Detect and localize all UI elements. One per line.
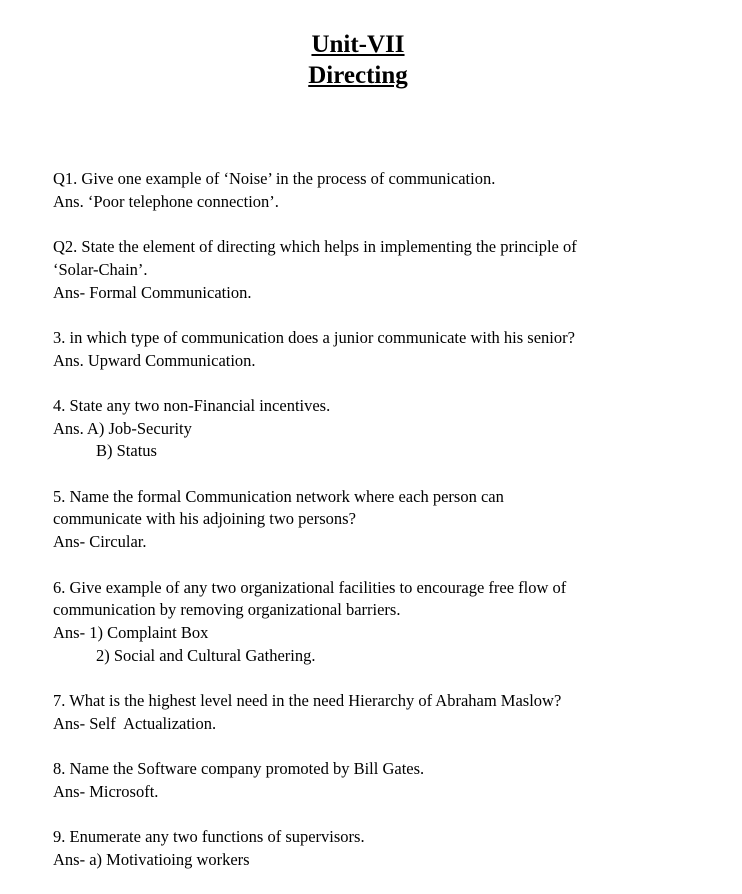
question-text: 3. in which type of communication does a junior communicate with his senior? — [53, 327, 575, 347]
question-text: Q1. Give one example of ‘Noise’ in the process of communication. — [53, 169, 496, 188]
qa-item-6 — [53, 577, 713, 668]
qa-item-1 — [53, 168, 713, 213]
question-text-continued: communicate with his adjoining two persons? — [53, 509, 356, 529]
question-text: 5. Name the formal Communication network where each person can — [53, 486, 504, 506]
answer-text: Ans. ‘Poor telephone connection’. — [53, 191, 279, 211]
question-text: 9. Enumerate any two functions of supervisors. — [53, 827, 365, 847]
qa-item-2 — [53, 236, 713, 304]
answer-text: Ans- Formal Communication. — [53, 282, 252, 302]
document-title — [0, 29, 716, 91]
qa-item-3 — [53, 327, 713, 372]
qa-item-7 — [53, 690, 713, 735]
question-text: 4. State any two non-Financial incentives. — [53, 395, 331, 415]
qa-item-4 — [53, 395, 713, 463]
qa-item-9 — [53, 826, 713, 871]
answer-text-continued: B) Status — [96, 441, 157, 461]
answer-text: Ans. A) Job-Security — [53, 418, 192, 438]
answer-text: Ans- Circular. — [53, 532, 147, 552]
unit-heading: Unit-VII — [311, 31, 405, 58]
question-text: 6. Give example of any two organizational facilities to encourage free flow of — [53, 577, 567, 597]
subject-heading: Directing — [308, 62, 408, 89]
question-text-continued: ‘Solar-Chain’. — [53, 259, 148, 279]
question-answer-list — [53, 168, 713, 894]
answer-text: Ans- Self Actualization. — [53, 713, 217, 733]
qa-item-5 — [53, 486, 713, 554]
answer-text-continued: 2) Social and Cultural Gathering. — [96, 645, 316, 665]
question-text: 8. Name the Software company promoted by Bill Gates. — [53, 759, 425, 779]
question-text: Q2. State the element of directing which helps in implementing the principle of — [53, 237, 577, 257]
question-text-continued: communication by removing organizational barriers. — [53, 600, 401, 620]
answer-text: Ans- 1) Complaint Box — [53, 622, 209, 642]
answer-text: Ans- a) Motivatioing workers — [53, 849, 250, 869]
qa-item-8 — [53, 758, 713, 803]
answer-text: Ans- Microsoft. — [53, 781, 159, 801]
answer-text: Ans. Upward Communication. — [53, 350, 256, 370]
question-text: 7. What is the highest level need in the need Hierarchy of Abraham Maslow? — [53, 691, 562, 711]
